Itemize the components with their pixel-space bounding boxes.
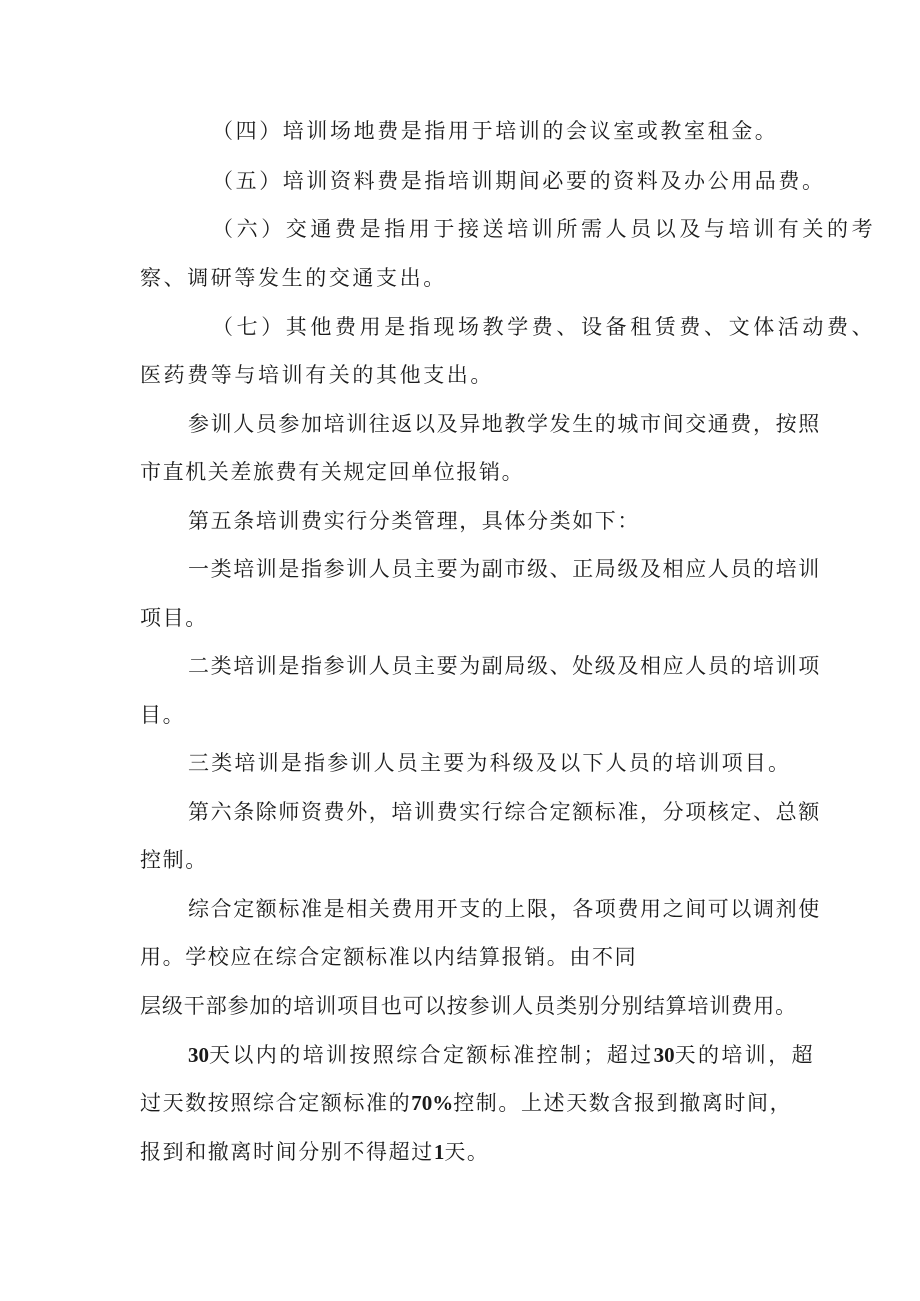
number-text: 30 (653, 1043, 675, 1067)
text-line (188, 1040, 815, 1070)
line-segment: 报到和撤离时间分别不得超过 (140, 1140, 434, 1164)
text-line: 用。学校应在综合定额标准以内结算报销。由不同 (140, 945, 638, 969)
number-text: 1 (433, 1140, 445, 1164)
text-line (140, 1088, 792, 1118)
text-line: 市直机关差旅费有关规定回单位报销。 (140, 460, 525, 484)
text-line: 察、调研等发生的交通支出。 (140, 266, 447, 290)
text-line: 层级干部参加的培训项目也可以按参训人员类别分别结算培训费用。 (140, 994, 797, 1018)
number-text: 70% (411, 1091, 454, 1115)
text-line: 第五条培训费实行分类管理，具体分类如下： (188, 509, 640, 533)
number-text: 30 (188, 1043, 209, 1067)
text-line: 医药费等与培训有关的其他支出。 (140, 363, 494, 387)
text-line: 参训人员参加培训往返以及异地教学发生的城市间交通费，按照 (188, 412, 821, 436)
line-segment: 控制。上述天数含报到撤离时间， (453, 1091, 793, 1115)
line-segment: 天以内的培训按照综合定额标准控制；超过 (209, 1043, 654, 1067)
text-line: 第六条除师资费外，培训费实行综合定额标准，分项核定、总额 (188, 800, 821, 824)
text-line: 三类培训是指参训人员主要为科级及以下人员的培训项目。 (188, 751, 792, 775)
text-line: 一类培训是指参训人员主要为副市级、正局级及相应人员的培训 (188, 557, 821, 581)
text-line: （五）培训资料费是指培训期间必要的资料及办公用品费。 (212, 169, 826, 193)
text-line: （七）其他费用是指现场教学费、设备租赁费、文体活动费、 (212, 315, 877, 339)
text-line (140, 1137, 490, 1167)
line-segment: 天。 (444, 1140, 490, 1164)
line-segment: 天的培训，超 (674, 1043, 816, 1067)
text-line: 项目。 (140, 606, 208, 630)
line-segment: 过天数按照综合定额标准的 (140, 1091, 412, 1115)
text-line: 二类培训是指参训人员主要为副局级、处级及相应人员的培训项 (188, 654, 821, 678)
text-line: 综合定额标准是相关费用开支的上限，各项费用之间可以调剂使 (188, 897, 821, 921)
text-line: 控制。 (140, 848, 208, 872)
text-line: （六）交通费是指用于接送培训所需人员以及与培训有关的考 (212, 217, 877, 241)
text-line: 目。 (140, 703, 186, 727)
text-line: （四）培训场地费是指用于培训的会议室或教室租金。 (212, 119, 779, 143)
